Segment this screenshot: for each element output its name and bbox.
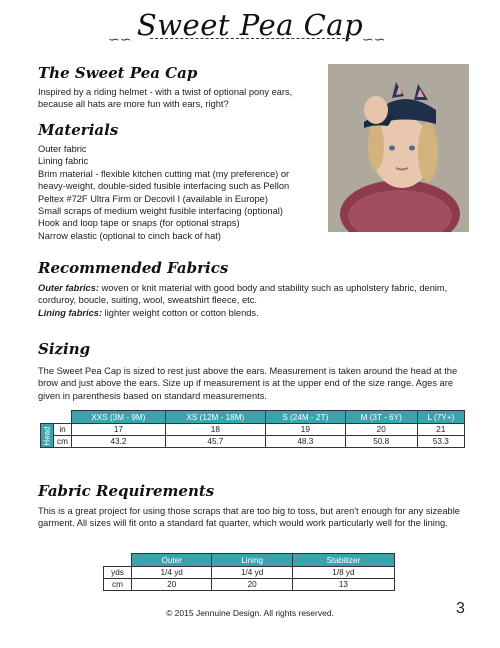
requirements-table: [103, 553, 395, 591]
table-cell: 43.2: [72, 436, 166, 448]
table-row: [104, 579, 395, 591]
table-cell: 20: [212, 579, 292, 591]
list-item: Outer fabric: [38, 144, 87, 154]
table-cell: 1/8 yd: [292, 567, 394, 579]
requirements-heading: Fabric Requirements: [38, 482, 215, 500]
unit-cell: cm: [54, 436, 72, 448]
page-title: Sweet Pea Cap: [136, 8, 364, 42]
list-item: Brim material - flexible kitchen cutting mat (my preference) or: [38, 168, 290, 179]
outer-fabrics-text: woven or knit material with good body and stability such as upholstery fabric, denim, corduroy, boucle, suiting, wool, sweatshirt fleece, etc.: [38, 283, 448, 306]
fabrics-text: [38, 282, 466, 319]
table-header-row: [41, 411, 465, 424]
table-cell: 18: [165, 424, 265, 436]
req-header-stabilizer: Stabilizer: [292, 554, 394, 567]
table-cell: 53.3: [417, 436, 464, 448]
req-header-outer: Outer: [132, 554, 212, 567]
swirl-right-ornament: ∽∽: [362, 32, 386, 48]
size-header-m: M (3T - 6Y): [345, 411, 417, 424]
materials-list: [38, 143, 328, 242]
table-cell: 20: [132, 579, 212, 591]
table-cell: 21: [417, 424, 464, 436]
unit-cell: in: [54, 424, 72, 436]
list-item: heavy-weight, double-sided fusible interfacing such as Pellon: [38, 181, 290, 192]
table-row: [104, 567, 395, 579]
sizing-table: [40, 410, 465, 448]
table-row: [41, 424, 465, 436]
title-underline: [150, 38, 350, 39]
table-cell: 13: [292, 579, 394, 591]
outer-fabrics-label: Outer fabrics:: [38, 283, 99, 293]
list-item: Hook and loop tape or snaps (for optional straps): [38, 218, 240, 229]
requirements-text: This is a great project for using those scraps that are too big to toss, but aren't enough for any sizeable garment. All sizes will fit onto a standard fat quarter, which would work particularly well for the lining.: [38, 506, 460, 529]
child-wearing-cap-photo: [328, 64, 469, 232]
head-side-label: Head: [41, 424, 54, 448]
lining-fabrics-text: lighter weight cotton or cotton blends.: [102, 307, 259, 318]
unit-cell: yds: [104, 567, 132, 579]
page-number: 3: [456, 600, 465, 617]
list-item: Lining fabric: [38, 156, 89, 167]
table-cell: 45.7: [165, 436, 265, 448]
lining-fabrics-label: Lining fabrics:: [38, 307, 103, 318]
table-header-row: [104, 554, 395, 567]
list-item: Narrow elastic (optional to cinch back of hat): [38, 230, 221, 241]
unit-cell: cm: [104, 579, 132, 591]
swirl-left-ornament: ∽∽: [108, 32, 132, 48]
size-header-xs: XS (12M - 18M): [165, 411, 265, 424]
table-cell: 48.3: [265, 436, 345, 448]
table-cell: 1/4 yd: [132, 567, 212, 579]
sizing-heading: Sizing: [38, 340, 91, 358]
table-cell: 17: [72, 424, 166, 436]
table-cell: 19: [265, 424, 345, 436]
fabrics-heading: Recommended Fabrics: [38, 259, 229, 277]
materials-heading: Materials: [38, 121, 119, 139]
size-header-l: L (7Y+): [417, 411, 464, 424]
copyright-footer: © 2015 Jennuine Design. All rights reserved.: [166, 608, 334, 618]
list-item: Small scraps of medium weight fusible interfacing (optional): [38, 206, 283, 217]
size-header-xxs: XXS (3M - 9M): [72, 411, 166, 424]
sizing-text: The Sweet Pea Cap is sized to rest just above the ears. Measurement is taken around the head at the brow and just above the ears. Size up if measurement is at the upper end of the size range. Ages are given in parenthesis based on standard measurements.: [38, 366, 458, 401]
intro-heading: The Sweet Pea Cap: [38, 64, 198, 82]
table-row: [41, 436, 465, 448]
size-header-s: S (24M - 2T): [265, 411, 345, 424]
table-cell: 1/4 yd: [212, 567, 292, 579]
req-header-lining: Lining: [212, 554, 292, 567]
list-item: Peltex #72F Ultra Firm or Decovil I (available in Europe): [38, 193, 268, 204]
table-cell: 50.8: [345, 436, 417, 448]
table-cell: 20: [345, 424, 417, 436]
intro-text: Inspired by a riding helmet - with a twist of optional pony ears, because all hats are more fun with ears, right?: [38, 87, 293, 110]
